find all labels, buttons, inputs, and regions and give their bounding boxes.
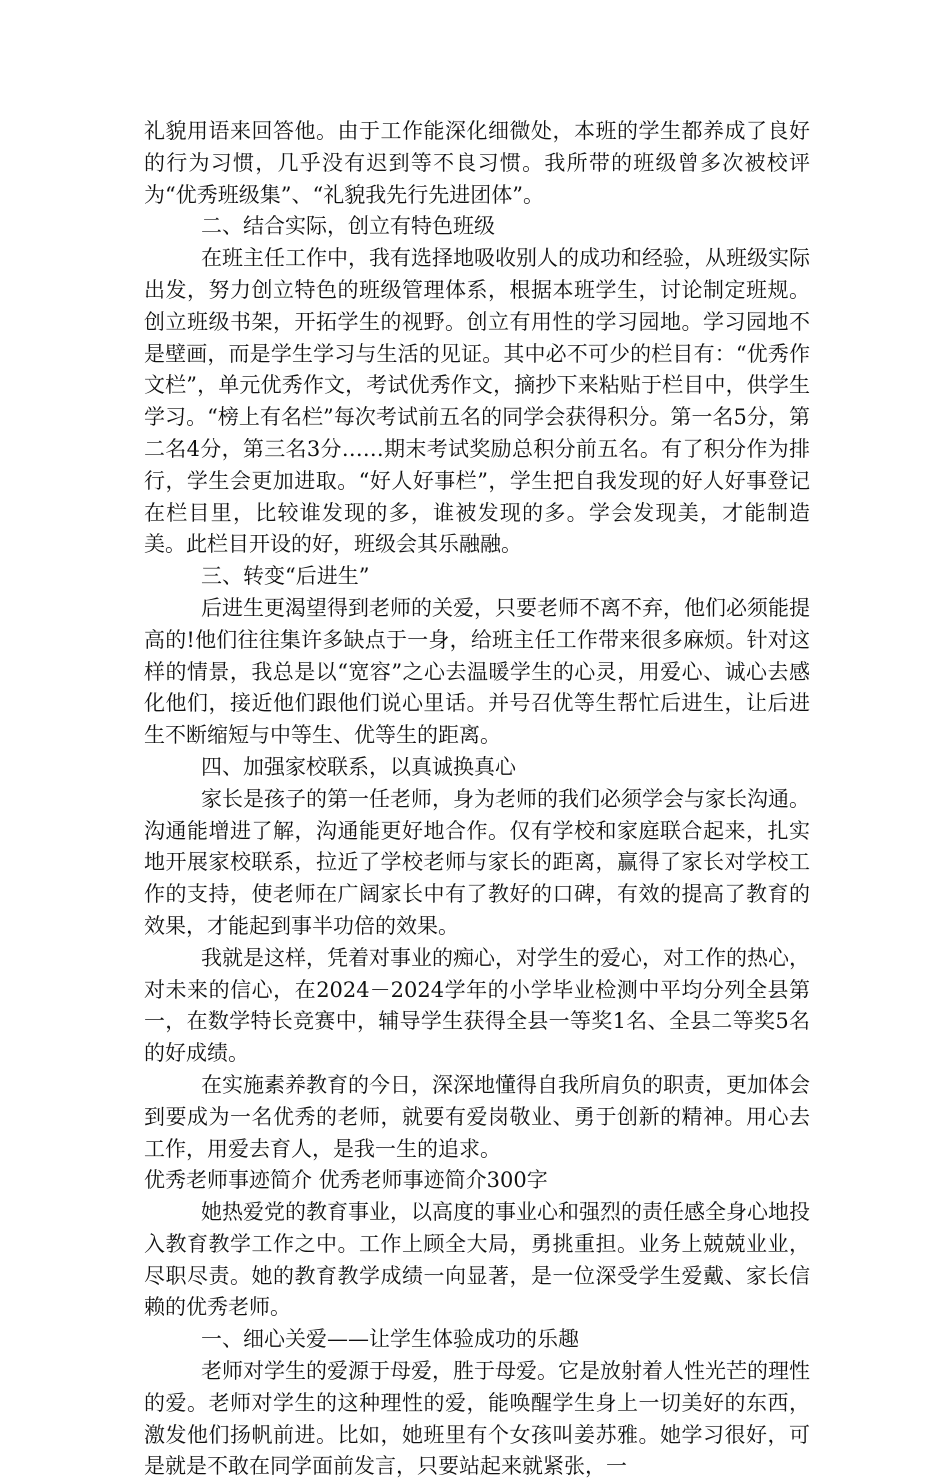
paragraph-class-features: 在班主任工作中，我有选择地吸收别人的成功和经验，从班级实际出发，努力创立特色的班级管理体系，根据本班学生，讨论制定班规。创立班级书架，开拓学生的视野。创立有用性的学习园地。学习园地不是壁画，而是学生学习与生活的见证。其中必不可少的栏目有：“优秀作文栏”，单元优秀作文，考试优秀作文，摘抄下来粘贴于栏目中，供学生学习。“榜上有名栏”每次考试前五名的同学会获得积分。第一名5分，第二名4分，第三名3分……期末考试奖励总积分前五名。有了积分作为排行，学生会更加进取。“好人好事栏”，学生把自我发现的好人好事登记在栏目里，比较谁发现的多，谁被发现的多。学会发现美，才能制造美。此栏目开设的好，班级会其乐融融。 — [144, 246, 810, 557]
paragraph-achievements: 我就是这样，凭着对事业的痴心，对学生的爱心，对工作的热心，对未来的信心，在2024－2024学年的小学毕业检测中平均分列全县第一，在数学特长竞赛中，辅导学生获得全县一等奖1名、全县二等奖5名的好成绩。 — [144, 945, 810, 1066]
paragraph-teacher-love: 老师对学生的爱源于母爱，胜于母爱。它是放射着人性光芒的理性的爱。老师对学生的这种理性的爱，能唤醒学生身上一切美好的东西，激发他们扬帆前进。比如，她班里有个女孩叫姜苏雅。她学习很好，可是就是不敢在同学面前发言，只要站起来就紧张，一 — [144, 1359, 810, 1479]
article-title: 优秀老师事迹简介 优秀老师事迹简介300字 — [144, 1168, 548, 1193]
paragraph-continued-class-manners: 礼貌用语来回答他。由于工作能深化细微处，本班的学生都养成了良好的行为习惯，几乎没有迟到等不良习惯。我所带的班级曾多次被校评为“优秀班级集”、“礼貌我先行先进团体”。 — [144, 119, 810, 207]
paragraph-home-school-contact: 家长是孩子的第一任老师，身为老师的我们必须学会与家长沟通。沟通能增进了解，沟通能更好地合作。仅有学校和家庭联合起来，扎实地开展家校联系，拉近了学校老师与家长的距离，赢得了家长对学校工作的支持，使老师在广阔家长中有了教好的口碑，有效的提高了教育的效果，才能起到事半功倍的效果。 — [144, 786, 810, 938]
document-page — [144, 116, 810, 1483]
heading-section-2: 二、结合实际，创立有特色班级 — [201, 214, 495, 239]
paragraph-struggling-students: 后进生更渴望得到老师的关爱，只要老师不离不弃，他们必须能提高的!他们往往集许多缺点于一身，给班主任工作带来很多麻烦。针对这样的情景，我总是以“宽容”之心去温暖学生的心灵，用爱心、诚心去感化他们，接近他们跟他们说心里话。并号召优等生帮忙后进生，让后进生不断缩短与中等生、优等生的距离。 — [144, 595, 810, 748]
paragraph-conclusion: 在实施素养教育的今日，深深地懂得自我所肩负的职责，更加体会到要成为一名优秀的老师，就要有爱岗敬业、勇于创新的精神。用心去工作，用爱去育人，是我一生的追求。 — [144, 1072, 810, 1161]
paragraph-teacher-intro: 她热爱党的教育事业，以高度的事业心和强烈的责任感全身心地投入教育教学工作之中。工作上顾全大局，勇挑重担。业务上兢兢业业，尽职尽责。她的教育教学成绩一向显著，是一位深受学生爱戴、家长信赖的优秀老师。 — [144, 1200, 810, 1320]
heading-section-3: 三、转变“后进生” — [201, 564, 370, 589]
heading-section-4: 四、加强家校联系，以真诚换真心 — [201, 754, 516, 779]
heading-careful-care: 一、细心关爱——让学生体验成功的乐趣 — [201, 1327, 579, 1352]
